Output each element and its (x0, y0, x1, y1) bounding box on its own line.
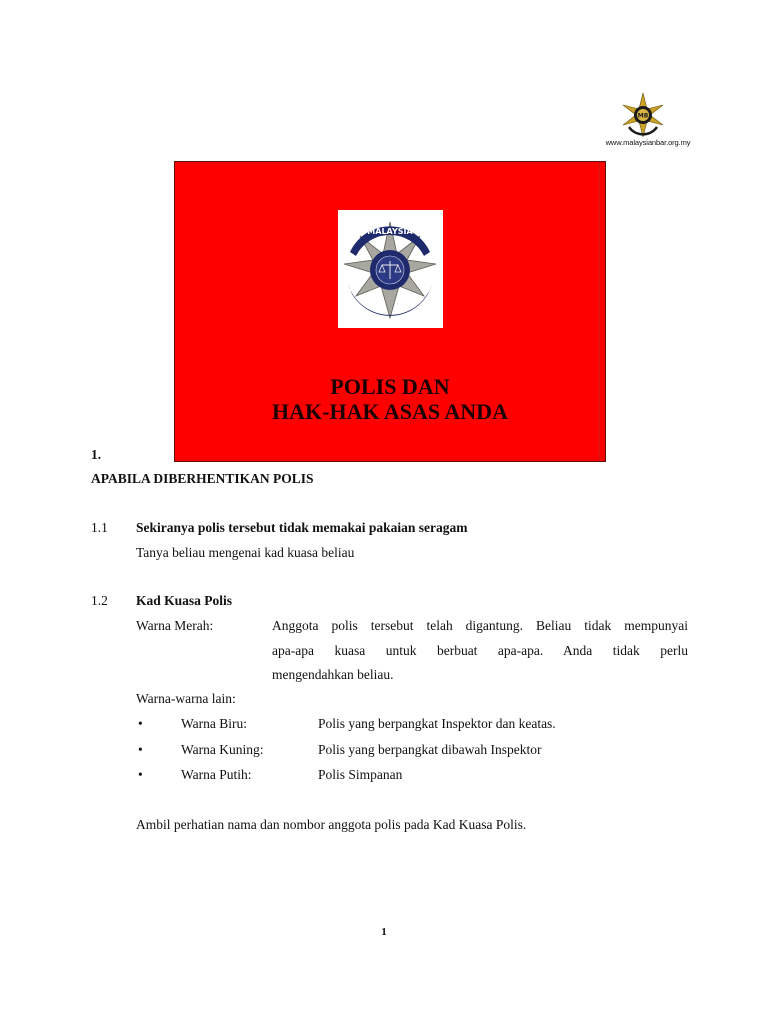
item-title: Sekiranya polis tersebut tidak memakai pakaian seragam (136, 520, 468, 535)
section-number: 1. (91, 447, 102, 462)
item-body: Tanya beliau mengenai kad kuasa beliau (136, 545, 355, 560)
bullet-icon: • (138, 716, 143, 731)
cover-banner (174, 161, 606, 462)
note-text: Ambil perhatian nama dan nombor anggota polis pada Kad Kuasa Polis. (136, 817, 527, 832)
section-heading: APABILA DIBERHENTIKAN POLIS (91, 471, 314, 486)
other-colors-label: Warna-warna lain: (136, 691, 236, 706)
page-number: 1 (381, 926, 387, 938)
item-number: 1.2 (91, 593, 108, 608)
svg-text:MALAYSIA: MALAYSIA (367, 227, 413, 236)
emblem-panel (338, 210, 443, 328)
color-desc: Polis yang berpangkat Inspektor dan keatas. (318, 716, 556, 731)
malaysian-bar-council-emblem-icon (338, 210, 443, 328)
bar-council-emblem-icon (620, 92, 666, 138)
color-desc: Polis Simpanan (318, 767, 403, 782)
item-title: Kad Kuasa Polis (136, 593, 233, 608)
red-card-desc-line: apa-apa kuasa untuk berbuat apa-apa. Anda tidak perlu (272, 643, 688, 658)
red-card-desc-line: mengendahkan beliau. (272, 667, 394, 682)
color-desc: Polis yang berpangkat dibawah Inspektor (318, 742, 542, 757)
item-number: 1.1 (91, 520, 108, 535)
red-card-desc-line: Anggota polis tersebut telah digantung. Beliau tidak mempunyai (272, 618, 688, 633)
bullet-icon: • (138, 767, 143, 782)
color-label: Warna Biru: (181, 716, 248, 731)
svg-text:MB: MB (637, 112, 649, 120)
bullet-icon: • (138, 742, 143, 757)
color-label: Warna Kuning: (181, 742, 264, 757)
cover-title-line1: POLIS DAN (330, 374, 450, 399)
red-card-label: Warna Merah: (136, 618, 214, 633)
cover-title (175, 374, 605, 424)
color-label: Warna Putih: (181, 767, 252, 782)
cover-title-line2: HAK-HAK ASAS ANDA (272, 399, 508, 424)
website-url: www.malaysianbar.org.my (605, 138, 691, 147)
